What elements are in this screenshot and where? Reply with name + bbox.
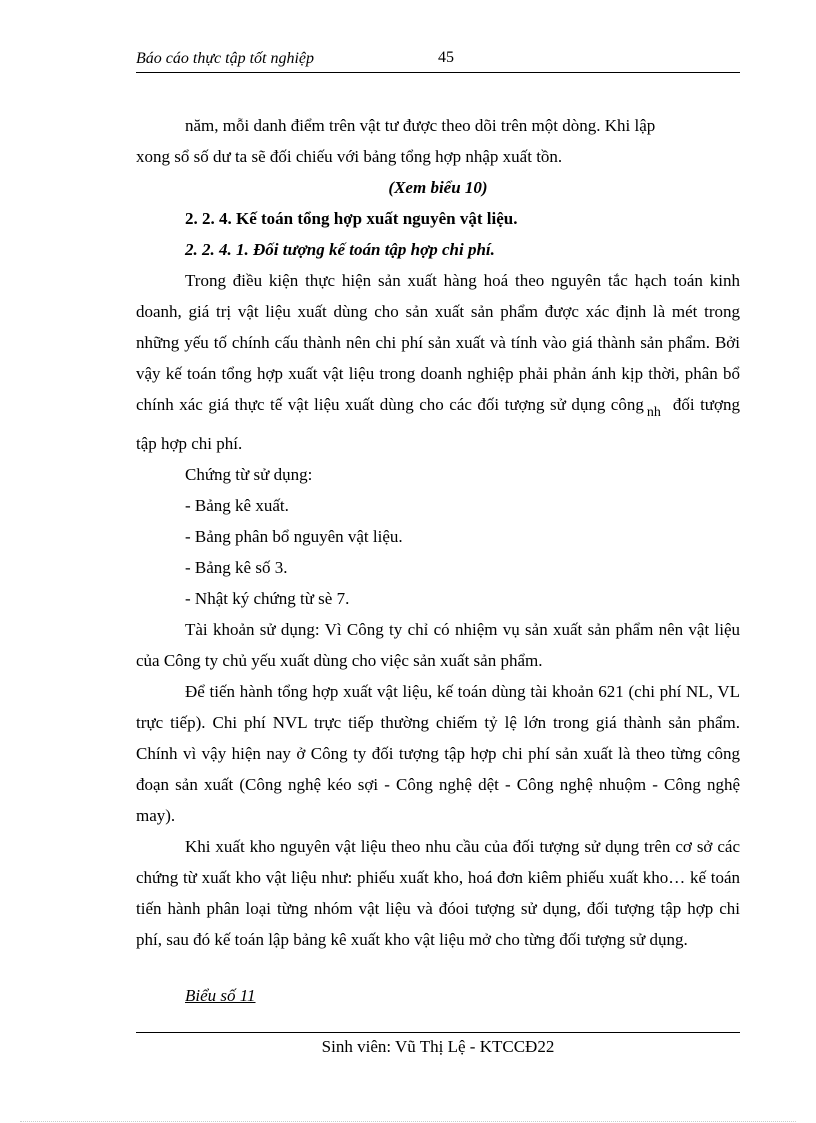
paragraph: Để tiến hành tổng hợp xuất vật liệu, kế toán dùng tài khoản 621 (chi phí NL, VL trực tiếp). Chi phí NVL trực tiếp thường chiếm tỷ lệ lớn trong giá thành sản phẩm. Chính vì vậy hiện nay ở Công ty đối tượng tập hợp chi phí sản xuất là theo từng công đoạn sản xuất (Công nghệ kéo sợi - Công nghệ dệt - Công nghệ nhuộm - Công nghệ may). (136, 682, 740, 825)
footer-divider (136, 1032, 740, 1033)
page-number: 45 (438, 49, 454, 66)
document-item: - Bảng kê xuất. (185, 496, 289, 515)
document-item: - Nhật ký chứng từ sè 7. (185, 589, 350, 608)
paragraph-text: đối tượng tập hợp chi phí. (136, 395, 740, 453)
paragraph: Khi xuất kho nguyên vật liệu theo nhu cầu của đối tượng sử dụng trên cơ sở các chứng từ xuất kho vật liệu như: phiếu xuất kho, hoá đơn kiêm phiếu xuất kho… kế toán tiến hành phân loại từng nhóm vật liệu và đóoi tượng sử dụng, đối tượng tập hợp chi phí, sau đó kế toán lập bảng kê xuất kho vật liệu mở cho từng đối tượng sử dụng. (136, 837, 740, 949)
table-label: Biểu số 11 (185, 986, 256, 1005)
paragraph-text: Trong điều kiện thực hiện sản xuất hàng hoá theo nguyên tắc hạch toán kinh doanh, giá trị vật liệu xuất dùng cho sản xuất sản phẩm được xác định là mét trong những yếu tố chính cấu thành nên chi phí sản xuất và tính vào giá thành sản phẩm. Bởi vậy kế toán tổng hợp xuất vật liệu trong doanh nghiệp phải phản ánh kịp thời, phân bổ chính xác giá thực tế vật liệu xuất dùng cho các đối tượng sử dụng công (136, 271, 740, 414)
documents-title: Chứng từ sử dụng: (185, 465, 313, 484)
page-header (136, 46, 740, 73)
paragraph-line: năm, mỗi danh điểm trên vật tư được theo dõi trên một dòng. Khi lập (185, 116, 656, 135)
subscript-fragment: nh (646, 405, 661, 420)
see-note: (Xem biểu 10) (388, 178, 488, 197)
report-title: Báo cáo thực tập tốt nghiệp (136, 50, 315, 67)
page-edge-divider (20, 1121, 796, 1122)
footer-student: Sinh viên: Vũ Thị Lệ - KTCCĐ22 (321, 1037, 555, 1056)
paragraph-line: xong sổ số dư ta sẽ đối chiếu với bảng tổng hợp nhập xuất tồn. (136, 147, 563, 166)
paragraph: Tài khoản sử dụng: Vì Công ty chỉ có nhiệm vụ sản xuất sản phẩm nên vật liệu của Công ty chủ yếu xuất dùng cho việc sản xuất sản phẩm. (136, 620, 740, 670)
document-item: - Bảng phân bổ nguyên vật liệu. (185, 527, 403, 546)
section-heading: 2. 2. 4. Kế toán tổng hợp xuất nguyên vật liệu. (185, 209, 518, 228)
subsection-heading: 2. 2. 4. 1. Đối tượng kế toán tập hợp chi phí. (185, 240, 495, 259)
paragraph (136, 265, 740, 459)
page-body (136, 110, 740, 955)
document-item: - Bảng kê số 3. (185, 558, 288, 577)
